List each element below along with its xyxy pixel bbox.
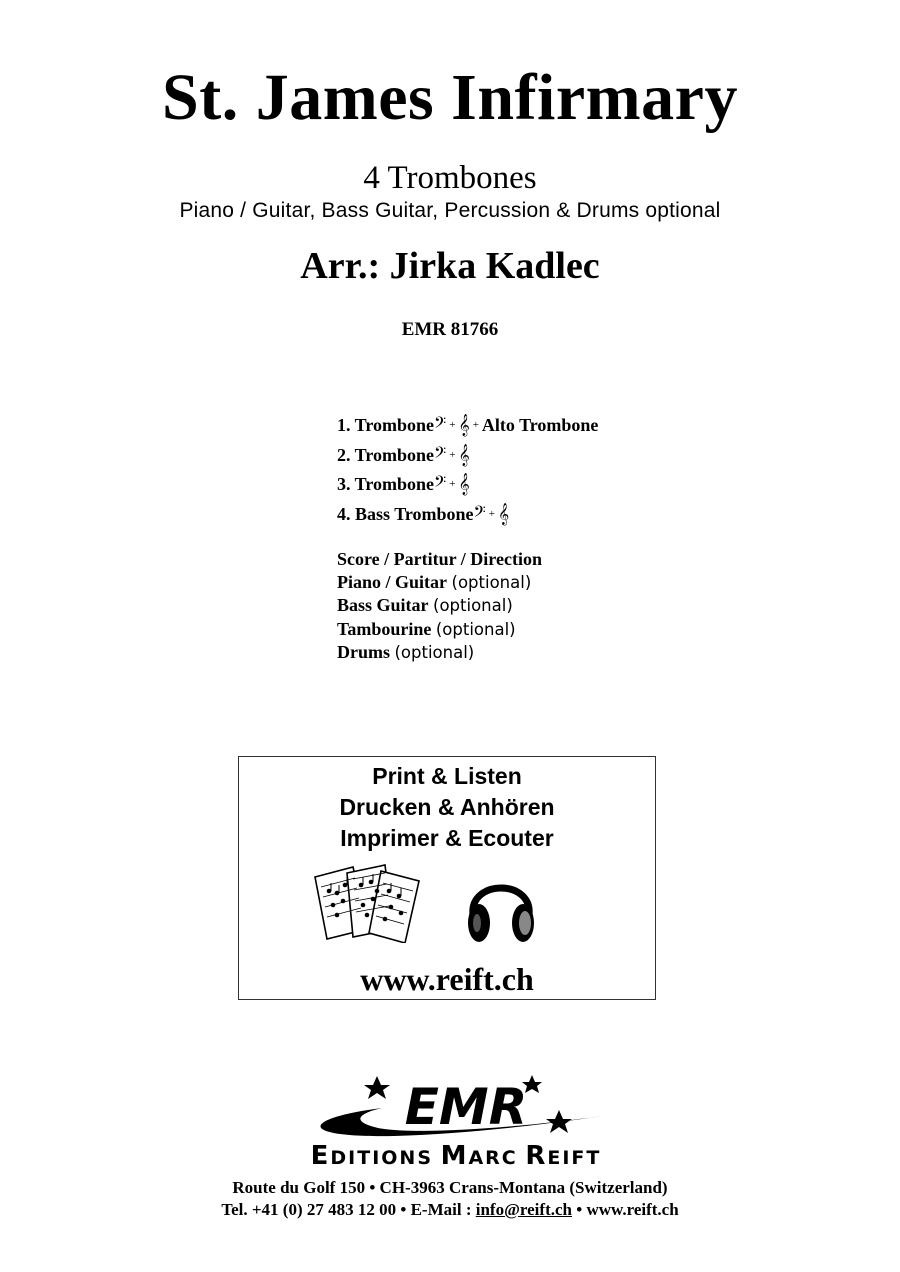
bass-clef-icon: 𝄢 — [434, 443, 447, 466]
part-item — [337, 471, 857, 501]
extra-name: Tambourine — [337, 618, 432, 639]
extra-name: Drums — [337, 642, 390, 663]
promo-line-de: Drucken & Anhören — [339, 794, 555, 820]
promo-line-en: Print & Listen — [372, 763, 522, 789]
extra-item — [337, 548, 857, 571]
email-label: E-Mail : — [410, 1200, 472, 1219]
headphones-icon — [463, 863, 539, 947]
extra-note: (optional) — [435, 619, 516, 639]
part-suffix: Alto Trombone — [481, 415, 599, 435]
plus-sign: + — [488, 507, 495, 520]
bass-clef-icon: 𝄢 — [434, 414, 447, 436]
extra-name: Bass Guitar — [337, 595, 429, 616]
bass-clef-icon: 𝄢 — [473, 502, 486, 525]
part-item — [337, 501, 857, 531]
publisher-phone: Tel. +41 (0) 27 483 12 00 — [221, 1200, 397, 1219]
extra-item — [337, 641, 857, 665]
plus-sign: + — [449, 448, 456, 461]
arranger: Arr.: Jirka Kadlec — [300, 245, 600, 287]
part-item — [337, 442, 857, 472]
extra-item — [337, 618, 857, 642]
part-label: 3. Trombone — [337, 474, 435, 494]
instrumentation: 4 Trombones — [363, 160, 537, 196]
wordmark-letter: E — [310, 1141, 331, 1171]
parts-list — [337, 412, 857, 530]
publisher-contact — [0, 1199, 900, 1221]
website-link[interactable]: www.reift.ch — [586, 1200, 679, 1219]
wordmark-part: EIFT — [547, 1147, 602, 1169]
part-label: 4. Bass Trombone — [337, 503, 474, 524]
emr-logo-mark — [232, 1072, 680, 1142]
email-link[interactable]: info@reift.ch — [475, 1200, 572, 1219]
wordmark-letter: M — [440, 1141, 469, 1171]
extra-note: (optional) — [451, 572, 532, 592]
part-label: 1. Trombone — [337, 415, 435, 435]
separator: • — [400, 1200, 407, 1219]
extra-name: Piano / Guitar — [337, 571, 448, 592]
catalog-number: EMR 81766 — [401, 319, 499, 340]
treble-clef-icon: 𝄞 — [458, 414, 470, 436]
extra-note: (optional) — [433, 596, 513, 616]
extra-note: (optional) — [394, 643, 475, 663]
separator: • — [576, 1200, 583, 1219]
optional-instruments: Piano / Guitar, Bass Guitar, Percussion & Drums optional — [179, 199, 721, 222]
publisher-wordmark — [232, 1141, 680, 1171]
extra-item — [337, 571, 857, 595]
extra-item — [337, 594, 857, 618]
plus-sign: + — [472, 419, 479, 431]
sheet-music-icon — [311, 863, 423, 943]
wordmark-part: DITIONS — [330, 1147, 434, 1169]
treble-clef-icon: 𝄞 — [497, 502, 510, 525]
treble-clef-icon: 𝄞 — [458, 473, 470, 495]
part-item — [337, 412, 857, 442]
plus-sign: + — [449, 478, 456, 490]
bass-clef-icon: 𝄢 — [434, 473, 447, 495]
promo-url[interactable]: www.reift.ch — [360, 961, 534, 997]
print-listen-box — [238, 756, 656, 1000]
part-label: 2. Trombone — [337, 444, 435, 465]
score-title: St. James Infirmary — [162, 61, 738, 134]
plus-sign: + — [449, 419, 456, 431]
extras-list — [337, 548, 857, 665]
wordmark-part: ARC — [468, 1147, 518, 1169]
publisher-logo — [232, 1072, 680, 1172]
emr-logo-text: EMR — [404, 1078, 528, 1136]
wordmark-letter: R — [525, 1141, 548, 1171]
promo-line-fr: Imprimer & Ecouter — [340, 825, 554, 851]
publisher-address: Route du Golf 150 • CH-3963 Crans-Montana (Switzerland) — [232, 1178, 668, 1197]
treble-clef-icon: 𝄞 — [458, 443, 470, 466]
extra-name: Score / Partitur / Direction — [337, 549, 542, 569]
